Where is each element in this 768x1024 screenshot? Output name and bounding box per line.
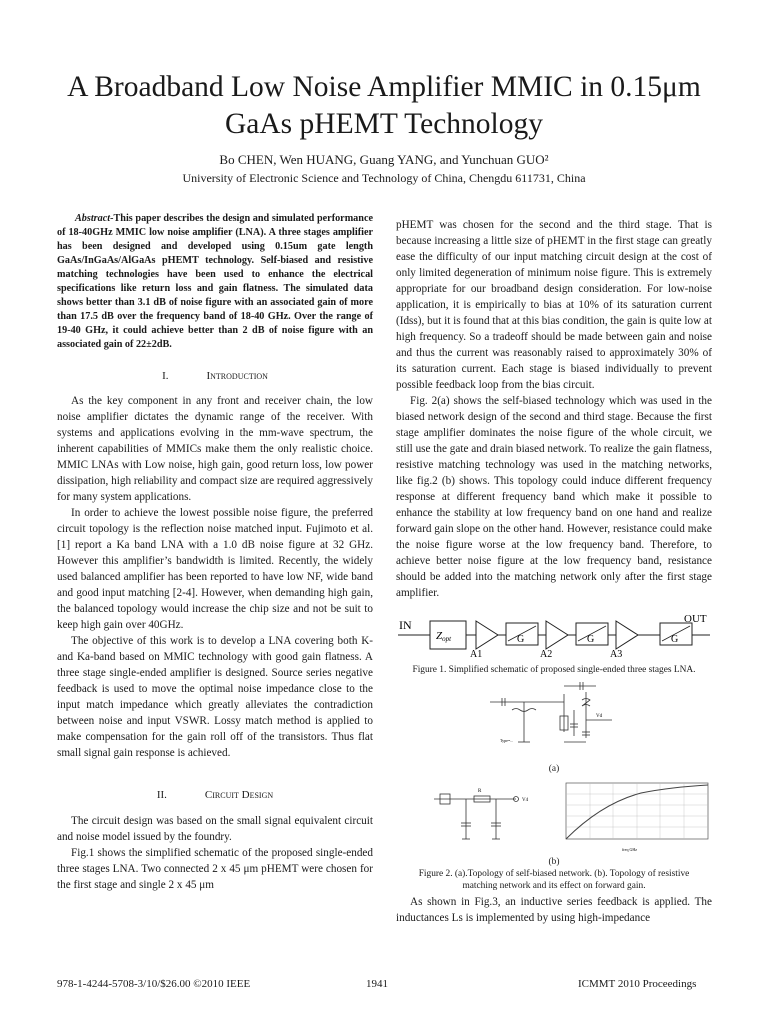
g-label: G [671, 634, 679, 645]
svg-text:R: R [478, 789, 482, 794]
paragraph: Fig.1 shows the simplified schematic of the proposed single-ended three stages LNA. Two connected 2 x 45 μm pHEMT were chosen for the first stage and single 2 x 45 μm [57, 847, 373, 891]
g-label: G [517, 634, 525, 645]
g-label: G [587, 634, 595, 645]
svg-text:Vd: Vd [596, 714, 603, 719]
footer-proceedings: ICMMT 2010 Proceedings [578, 978, 697, 990]
paragraph: Fig. 2(a) shows the self-biased technology which was used in the biased network design of the second and third stage. Because the first stage amplifier dominates the noise figure of the whole circuit, we still use the gate and drain biased network. To realize the gain flatness, resistive matching technology was used in the matching networks, like fig.2 (b) shows. This topology could induce different frequency response at different frequency band which make it possible to enhance the stability at low frequency band on one hand and realize forward gain slope on the other hand. However, resistance could make the noise figure worse at the low frequency band. Therefore, to achieve better noise figure at the low frequency band, resistance should be added into the matching network only after the first stage amplifier. [396, 395, 712, 599]
abstract-text: This paper describes the design and simulated performance of 18-40GHz MMIC low noise amplifier (LNA). A three stages amplifier has been designed and developed using 0.15um gate length GaAs/InGaAs/AlGaAs pHEMT technology. Self-biased and resistive matching technologies have been used to enhance the electrical specifications like return loss and gain flatness. The simulated data shows better than 3.1 dB of noise figure with an associated gain of more than 17.5 dB over the frequency band of 18-40 GHz. Over the range of 19-40 GHz, it could achieve better than 2 dB of noise figure with an associated gain of 22±2dB. [57, 213, 373, 350]
footer-copyright: 978-1-4244-5708-3/10/$26.00 ©2010 IEEE [57, 978, 251, 990]
affiliation: University of Electronic Science and Technology of China, Chengdu 611731, China [182, 171, 586, 185]
stage-label: A1 [470, 649, 483, 657]
abstract [57, 212, 373, 352]
title-line-2: GaAs pHEMT Technology [224, 108, 544, 140]
paragraph: As the key component in any front and receiver chain, the low noise amplifier dictates the dynamic range of the receiver. With systems and applications evolving in the mm-wave spectrum, the inherent capabilities of MMICs make them the only realistic choice. MMIC LNAs with Low noise, high gain, good return loss, low power dissipation, high reliability and compact size are required aggressively for many system applications. [57, 395, 373, 503]
caption-line: Figure 2. (a).Topology of self-biased network. (b). Topology of resistive [418, 869, 690, 879]
amplifier-triangle [476, 621, 498, 649]
in-label: IN [399, 618, 412, 632]
paragraph: As shown in Fig.3, an inductive series feedback is applied. The inductances Ls is implemented by using high-impedance [396, 896, 712, 924]
stage-label: A2 [540, 649, 553, 657]
amplifier-triangle [616, 621, 638, 649]
figure-1 [396, 613, 712, 676]
self-biased-network-diagram [484, 680, 624, 758]
figure-2a-label: (a) [548, 764, 560, 774]
lna-schematic-diagram [396, 613, 712, 657]
zopt-label: Zopt [436, 630, 452, 643]
section-number: II. [156, 789, 167, 801]
paragraph: pHEMT was chosen for the second and the third stage. That is because increasing a little size of pHEMT in the first stage can greatly ease the difficulty of our input matching circuit design at the cost of only limited degeneration of minimum noise figure. This is extremely appropriate for our broadband design consideration. For low-noise application, it is empirically to bias at 10% of its saturation current (Idss), but it is found that at this bias condition, the gain is quite low at high frequency. So a tradeoff should be made between gain and noise and thus the current was reasonably raised to approximately 30% of its saturation current. Each stage is biased individually to prevent possible feedback loop from the bias circuit. [396, 219, 713, 391]
left-column [57, 212, 373, 893]
page-number: 1941 [366, 978, 388, 990]
forward-gain-plot [566, 783, 708, 852]
paragraph: The circuit design was based on the small signal equivalent circuit and noise model issued by the foundry. [57, 815, 373, 843]
svg-text:V4: V4 [522, 798, 529, 803]
caption-line: matching network and its effect on forward gain. [462, 881, 646, 891]
paragraph: The objective of this work is to develop a LNA covering both K- and Ka-band based on MMIC technology with good gain flatness. A three stage single-ended amplifier is designed. Source series negative feedback is used to move the optimal noise impedance close to the input match impedance which greatly alleviates the contradiction between noise and input VSWR. Lossy match method is applied to make compensation for the gain roll off of the transistors. Thus flat small signal gain response is achieved. [57, 635, 373, 759]
title-line-1: A Broadband Low Noise Amplifier MMIC in 0.15μm [67, 71, 701, 103]
stage-label: A3 [610, 649, 623, 657]
section-title: Introduction [206, 370, 268, 382]
section-heading-introduction [57, 368, 373, 384]
figure-2-caption [396, 868, 712, 892]
paragraph: In order to achieve the lowest possible noise figure, the preferred circuit topology is the reflection noise matched input. Fujimoto et al. [1] report a Ka band LNA with a 1.0 dB noise figure at 32 GHz. However this amplifier’s bandwidth is limited. Recently, the widely used balanced amplifier has been reported to have low NF, wide band and good input matching [2-4]. However, when demanding high gain, the balanced topology would increase the chip size and not be suit to keep high gain over 40GHz. [57, 507, 373, 631]
figure-2a [396, 680, 712, 775]
resistive-matching-diagram [396, 779, 712, 857]
amplifier-triangle [546, 621, 568, 649]
section-number: I. [162, 370, 169, 382]
figure-1-caption: Figure 1. Simplified schematic of proposed single-ended three stages LNA. [412, 665, 696, 675]
section-title: Circuit Design [204, 789, 274, 801]
abstract-label: Abstract- [75, 213, 114, 224]
authors: Bo CHEN, Wen HUANG, Guang YANG, and Yunchuan GUO² [219, 152, 549, 167]
section-heading-circuit-design [57, 787, 373, 803]
figure-2b-label: (b) [548, 857, 560, 867]
figure-2b [396, 779, 712, 892]
svg-text:Type=...: Type=... [500, 738, 514, 743]
right-column [396, 217, 712, 926]
svg-text:freq GHz: freq GHz [622, 847, 637, 852]
paper-title [40, 69, 728, 143]
out-label: OUT [684, 613, 707, 625]
